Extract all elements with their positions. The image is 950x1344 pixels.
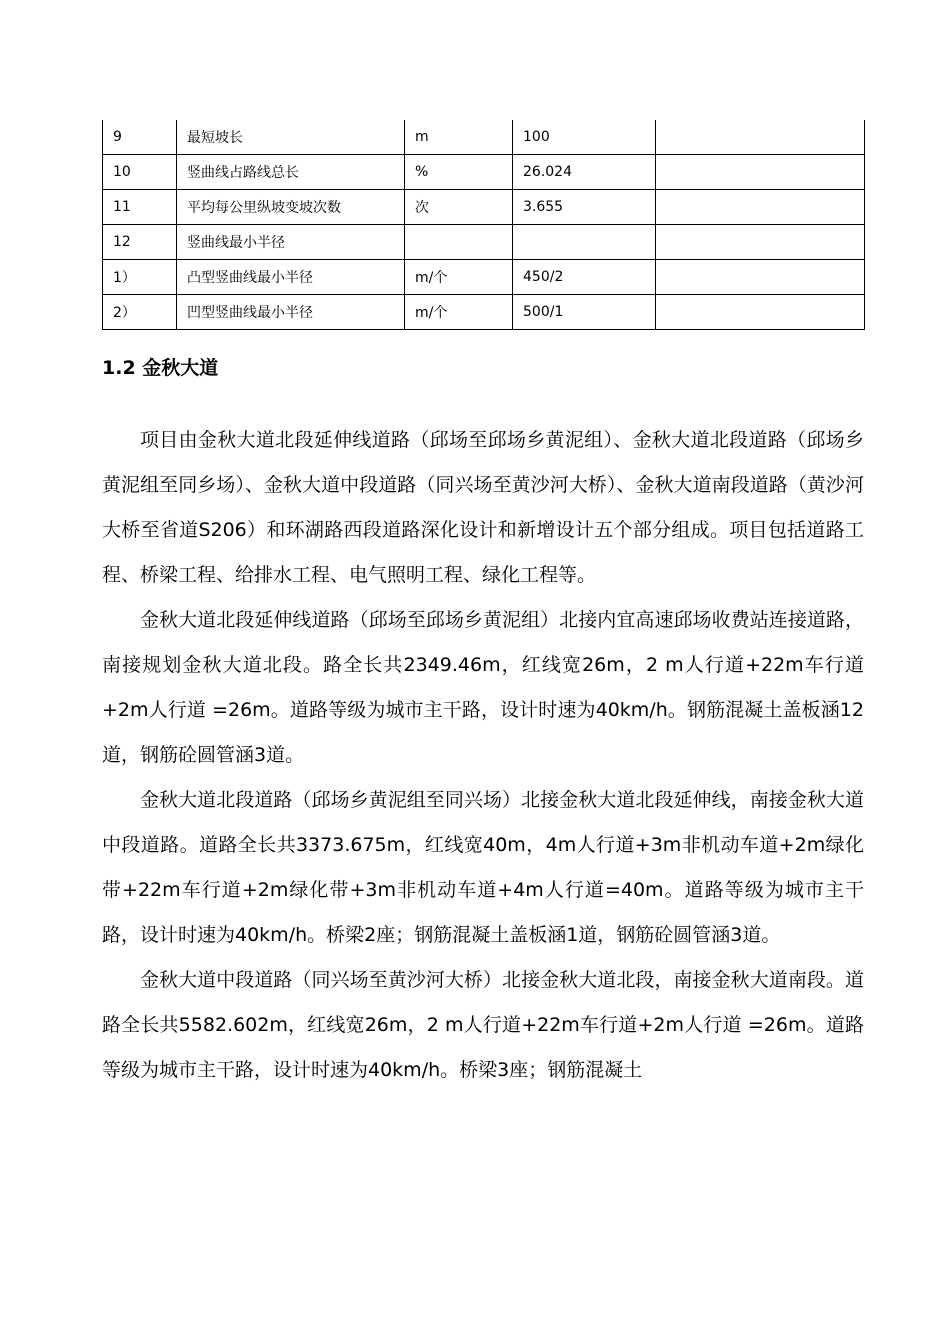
table-row — [103, 295, 865, 330]
paragraph: 项目由金秋大道北段延伸线道路（邱场至邱场乡黄泥组）、金秋大道北段道路（邱场乡黄泥组至同乡场）、金秋大道中段道路（同兴场至黄沙河大桥）、金秋大道南段道路（黄沙河大桥至省道S206）和环湖路西段道路深化设计和新增设计五个部分组成。项目包括道路工程、桥梁工程、给排水工程、电气照明工程、绿化工程等。 — [102, 429, 864, 586]
table-row — [103, 155, 865, 190]
remark — [656, 155, 865, 190]
row-number: 1） — [103, 260, 177, 295]
section-heading: 1.2 金秋大道 — [102, 357, 219, 379]
spec-table — [102, 120, 865, 330]
unit: 次 — [405, 190, 513, 225]
value: 450/2 — [513, 260, 656, 295]
item-name: 平均每公里纵坡变坡次数 — [177, 190, 405, 225]
item-name: 凹型竖曲线最小半径 — [177, 295, 405, 330]
remark — [656, 120, 865, 155]
item-name: 竖曲线占路线总长 — [177, 155, 405, 190]
row-number: 12 — [103, 225, 177, 260]
unit: % — [405, 155, 513, 190]
unit — [405, 225, 513, 260]
table-row — [103, 190, 865, 225]
paragraph: 金秋大道北段道路（邱场乡黄泥组至同兴场）北接金秋大道北段延伸线，南接金秋大道中段道路。道路全长共3373.675m，红线宽40m，4m人行道+3m非机动车道+2m绿化带+22m车行道+2m绿化带+3m非机动车道+4m人行道=40m。道路等级为城市主干路，设计时速为40km/h。桥梁2座；钢筋混凝土盖板涵1道，钢筋砼圆管涵3道。 — [102, 789, 864, 946]
paragraph: 金秋大道中段道路（同兴场至黄沙河大桥）北接金秋大道北段，南接金秋大道南段。道路全长共5582.602m，红线宽26m，2 m人行道+22m车行道+2m人行道 =26m。道路等级为城市主干路，设计时速为40km/h。桥梁3座；钢筋混凝土 — [102, 969, 864, 1081]
row-number: 11 — [103, 190, 177, 225]
value — [513, 225, 656, 260]
remark — [656, 260, 865, 295]
value: 3.655 — [513, 190, 656, 225]
row-number: 10 — [103, 155, 177, 190]
value: 100 — [513, 120, 656, 155]
row-number: 9 — [103, 120, 177, 155]
section-body — [102, 418, 864, 1093]
value: 500/1 — [513, 295, 656, 330]
item-name: 竖曲线最小半径 — [177, 225, 405, 260]
unit: m/个 — [405, 260, 513, 295]
unit: m/个 — [405, 295, 513, 330]
unit: m — [405, 120, 513, 155]
remark — [656, 190, 865, 225]
table-row — [103, 260, 865, 295]
item-name: 凸型竖曲线最小半径 — [177, 260, 405, 295]
remark — [656, 225, 865, 260]
value: 26.024 — [513, 155, 656, 190]
table-row — [103, 225, 865, 260]
item-name: 最短坡长 — [177, 120, 405, 155]
remark — [656, 295, 865, 330]
paragraph: 金秋大道北段延伸线道路（邱场至邱场乡黄泥组）北接内宜高速邱场收费站连接道路，南接规划金秋大道北段。路全长共2349.46m，红线宽26m，2 m人行道+22m车行道+2m人行道 =26m。道路等级为城市主干路，设计时速为40km/h。钢筋混凝土盖板涵12道，钢筋砼圆管涵3道。 — [102, 609, 864, 766]
row-number: 2） — [103, 295, 177, 330]
table-row — [103, 120, 865, 155]
